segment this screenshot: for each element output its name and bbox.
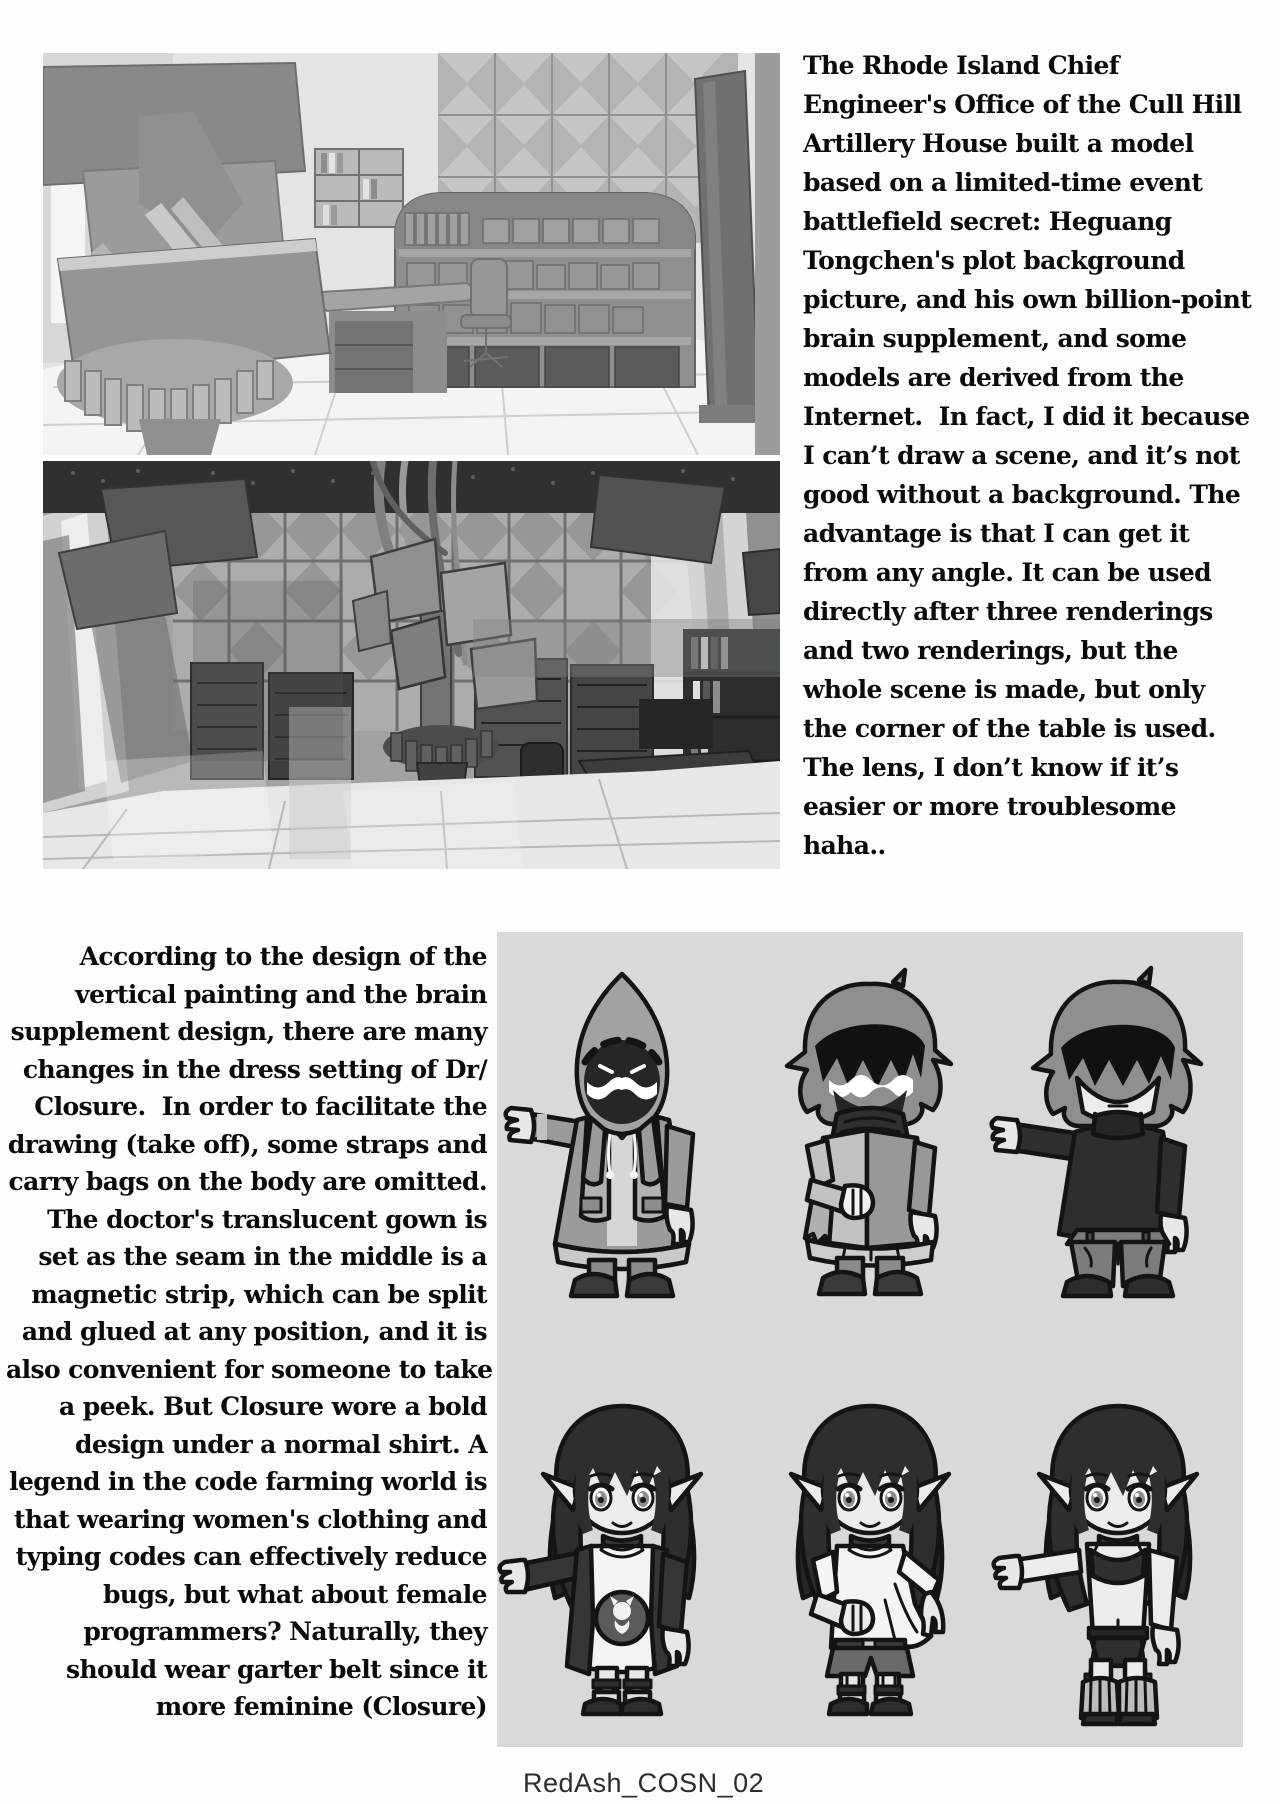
text-line: typing codes can effectively reduce (15, 1542, 487, 1571)
text-line: directly after three renderings (803, 597, 1213, 626)
text-line: should wear garter belt since it (65, 1654, 487, 1684)
text-line: a peek. But Closure wore a bold (59, 1392, 487, 1421)
render-office-model-light-svg (43, 53, 780, 455)
text-line: good without a background. The (803, 480, 1241, 509)
wall-shelf (315, 149, 403, 227)
text-line: based on a limited-time event (803, 168, 1203, 197)
text-line: models are derived from the (803, 363, 1184, 392)
text-line: The Rhode Island Chief (803, 51, 1119, 80)
character-doctor-hood-down (745, 966, 995, 1296)
text-line: advantage is that I can get it (803, 519, 1190, 548)
text-line: Closure. In order to facilitate the (34, 1092, 487, 1121)
text-line: Engineer's Office of the Cull Hill (803, 90, 1242, 119)
render-office-model-light (43, 53, 780, 455)
text-line: easier or more troublesome (803, 792, 1176, 821)
text-line: haha.. (803, 831, 886, 860)
text-line: Tongchen's plot background (803, 246, 1185, 275)
text-line: Artillery House built a model (803, 129, 1194, 158)
monolith (695, 53, 780, 455)
text-line: I can’t draw a scene, and it’s not (803, 441, 1240, 470)
text-line: battlefield secret: Heguang (803, 207, 1172, 236)
text-line: design under a normal shirt. A (75, 1429, 487, 1459)
text-line: set as the seam in the middle is a (38, 1242, 487, 1271)
character-closure-shorts (745, 1384, 995, 1714)
text-line: changes in the dress setting of Dr/ (22, 1054, 487, 1084)
character-doctor-hooded (497, 966, 747, 1296)
text-line: the corner of the table is used. (803, 714, 1216, 743)
text-line: from any angle. It can be used (803, 558, 1212, 587)
text-line: bugs, but what about female (103, 1579, 487, 1609)
text-line: magnetic strip, which can be split (31, 1279, 487, 1309)
text-line: whole scene is made, but only (803, 675, 1205, 704)
render-lab-model-dark (43, 461, 780, 869)
text-line: legend in the code farming world is (9, 1467, 487, 1496)
text-line: and glued at any position, and it is (21, 1317, 487, 1346)
render-lab-model-dark-svg (43, 461, 780, 869)
character-closure-underwear (993, 1384, 1243, 1714)
text-line: more feminine (Closure) (155, 1692, 487, 1721)
text-line: vertical painting and the brain (75, 979, 487, 1009)
sheet-caption: RedAsh_COSN_02 (523, 1768, 765, 1798)
character-closure-jacket (497, 1384, 747, 1714)
text-line: also convenient for someone to take (6, 1354, 493, 1384)
paragraph-costume-notes (6, 938, 493, 1726)
paragraph-model-notes (803, 46, 1259, 865)
character-doctor-sweater (993, 966, 1243, 1296)
text-line: programmers? Naturally, they (83, 1617, 487, 1646)
text-line: The lens, I don’t know if it’s (803, 753, 1179, 782)
text-line: Internet. In fact, I did it because (803, 402, 1250, 431)
text-line: picture, and his own billion-point (803, 285, 1252, 314)
text-line: supplement design, there are many (10, 1017, 487, 1046)
text-line: The doctor's translucent gown is (47, 1204, 487, 1234)
text-line: and two renderings, but the (803, 636, 1178, 665)
machine (43, 63, 330, 455)
text-line: According to the design of the (79, 942, 487, 971)
text-line: brain supplement, and some (803, 324, 1187, 353)
character-sheet-panel (497, 932, 1243, 1747)
text-line: drawing (take off), some straps and (7, 1129, 487, 1159)
text-line: carry bags on the body are omitted. (8, 1167, 487, 1196)
text-line: that wearing women's clothing and (13, 1504, 487, 1534)
